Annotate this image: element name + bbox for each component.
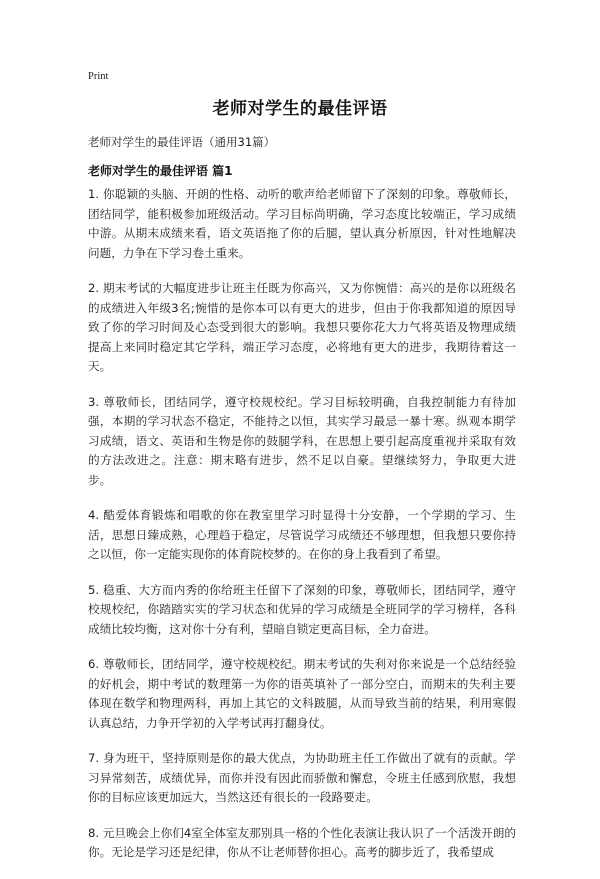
document-subtitle: 老师对学生的最佳评语（通用31篇） xyxy=(88,135,276,149)
comment-paragraph-7: 7. 身为班干，坚持原则是你的最大优点，为协助班主任工作做出了就有的贡献。学习异常刻苦，成绩优异，而你并没有因此而骄傲和懈怠，令班主任感到欣慰，我想你的目标应该更加远大，当然这还有很长的一段路要走。 xyxy=(88,751,516,804)
comment-paragraph-2: 2. 期末考试的大幅度进步让班主任既为你高兴，又为你惋惜：高兴的是你以班级名的成绩进入年级3名;惋惜的是你本可以有更大的进步，但由于你我都知道的原因导致了你的学习时间及心态受到很大的影响。我想只要你花大力气将英语及物理成绩提高上来同时稳定其它学科，端正学习态度，必将地有更大的进步，我期待着这一天。 xyxy=(88,281,516,373)
section-heading: 老师对学生的最佳评语 篇1 xyxy=(88,164,233,178)
comment-paragraph-4: 4. 酷爱体育锻炼和唱歌的你在教室里学习时显得十分安静，一个学期的学习、生活，思想日臻成熟，心理趋于稳定，尽管说学习成绩还不够理想，但我想只要你持之以恒，你一定能实现你的体育院校梦的。在你的身上我看到了希望。 xyxy=(88,508,516,561)
comment-paragraph-1: 1. 你聪颖的头脑、开朗的性格、动听的歌声给老师留下了深刻的印象。尊敬师长，团结同学，能积极参加班级活动。学习目标尚明确，学习态度比较端正，学习成绩中游。从期末成绩来看，语文英语拖了你的后腿，望认真分析原因，针对性地解决问题，力争在下学习卷土重来。 xyxy=(88,187,516,260)
comment-paragraph-3: 3. 尊敬师长，团结同学，遵守校规校纪。学习目标较明确，自我控制能力有待加强，本期的学习状态不稳定，不能持之以恒，其实学习最忌一暴十寒。纵观本期学习成绩，语文、英语和生物是你的鼓腿学科，在思想上要引起高度重视并采取有效的方法改进之。注意：期末略有进步，然不足以自豪。望继续努力，争取更大进步。 xyxy=(88,394,516,487)
comment-paragraph-5: 5. 稳重、大方而内秀的你给班主任留下了深刻的印象，尊敬师长，团结同学，遵守校规校纪，你踏踏实实的学习状态和优异的学习成绩是全班同学的学习榜样，各科成绩比较均衡，这对你十分有利，望暗自锁定更高目标，全力奋进。 xyxy=(88,582,516,636)
comment-paragraph-8: 8. 元旦晚会上你们4室全体室友那别具一格的个性化表演让我认识了一个活泼开朗的你。无论是学习还是纪律，你从不让老师替你担心。高考的脚步近了，我希望成 xyxy=(88,825,516,859)
page-title: 老师对学生的最佳评语 xyxy=(212,99,388,119)
print-label[interactable]: Print xyxy=(88,71,109,82)
comment-list xyxy=(88,185,516,879)
comment-paragraph-6: 6. 尊敬师长，团结同学，遵守校规校纪。期末考试的失利对你来说是一个总结经验的好机会，期中考试的数理第一为你的语英填补了一部分空白，而期末的失利主要体现在数学和物理两科，再加上其它的文科跛腿，从而导致当前的结果，利用寒假认真总结，力争开学初的入学考试再打翻身仗。 xyxy=(88,657,516,730)
